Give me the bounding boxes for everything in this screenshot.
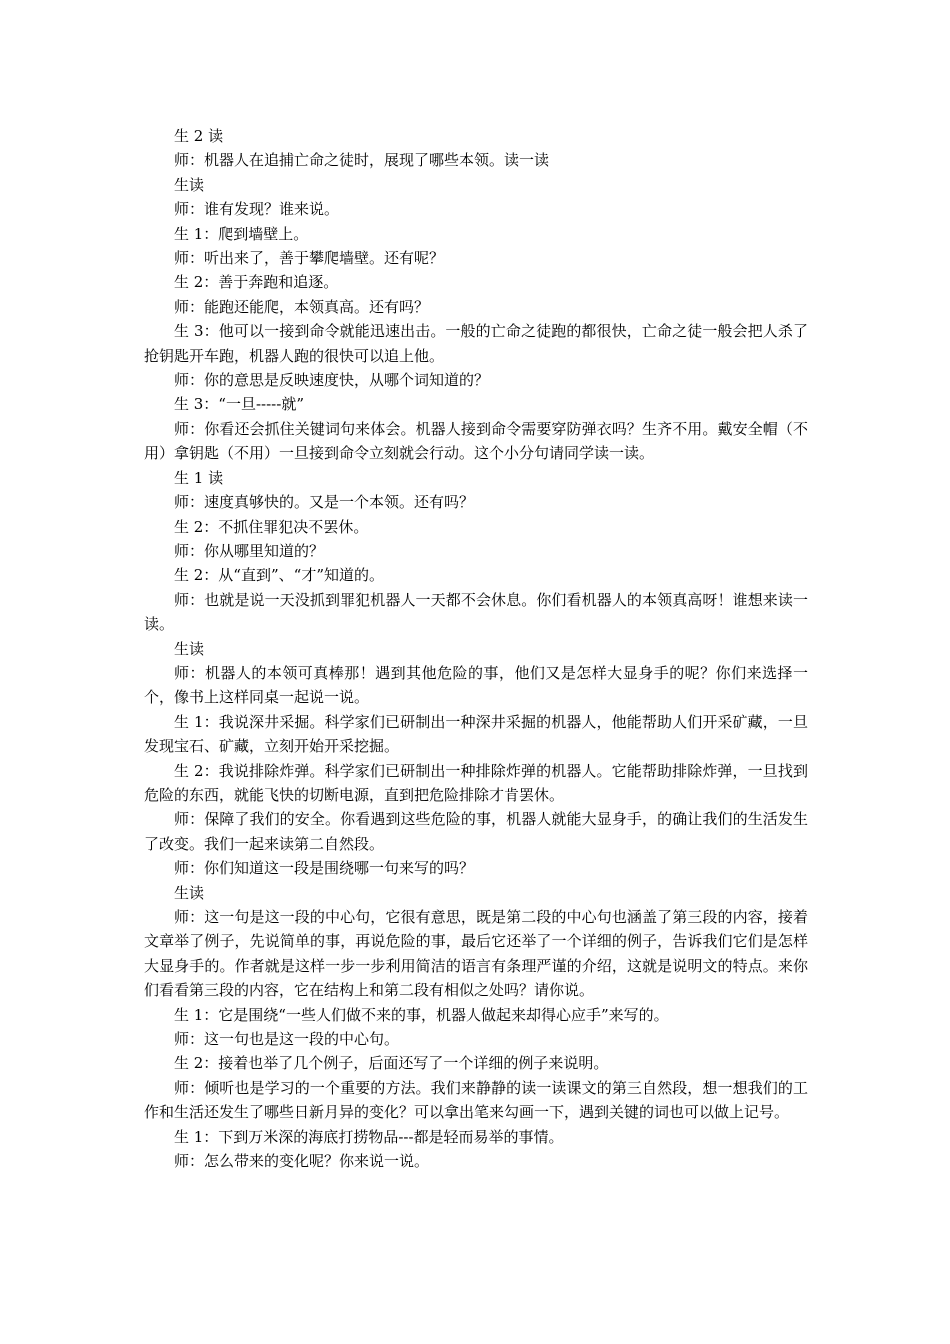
- paragraph: 生读: [174, 175, 205, 194]
- paragraph: 生 1：我说深井采掘。科学家们已研制出一种深井采掘的机器人，他能帮助人们开采矿藏，一旦发现宝石、矿藏，立刻开始开采挖掘。: [144, 712, 808, 756]
- paragraph: 生读: [174, 639, 205, 658]
- paragraph: 生 1：爬到墙壁上。: [174, 224, 309, 243]
- paragraph: 师：你看还会抓住关键词句来体会。机器人接到命令需要穿防弹衣吗？生齐不用。戴安全帽（不用）拿钥匙（不用）一旦接到命令立刻就会行动。这个小分句请同学读一读。: [144, 419, 808, 463]
- paragraph: 师：机器人的本领可真棒那！遇到其他危险的事，他们又是怎样大显身手的呢？你们来选择一个，像书上这样同桌一起说一说。: [144, 663, 808, 707]
- paragraph: 师：这一句是这一段的中心句，它很有意思，既是第二段的中心句也涵盖了第三段的内容，接着文章举了例子，先说简单的事，再说危险的事，最后它还举了一个详细的例子，告诉我们它们是怎样大显身手的。作者就是这样一步一步利用简洁的语言有条理严谨的介绍，这就是说明文的特点。来你们看看第三段的内容，它在结构上和第二段有相似之处吗？请你说。: [144, 908, 808, 1000]
- paragraph: 生读: [174, 883, 205, 902]
- paragraph: 师：速度真够快的。又是一个本领。还有吗？: [174, 493, 475, 512]
- document-page: [144, 124, 808, 1173]
- paragraph: 师：你从哪里知道的？: [174, 541, 325, 560]
- paragraph: 生 2：不抓住罪犯决不罢休。: [174, 517, 369, 536]
- paragraph: 师：也就是说一天没抓到罪犯机器人一天都不会休息。你们看机器人的本领真高呀！谁想来读一读。: [144, 590, 808, 634]
- paragraph: 生 3：他可以一接到命令就能迅速出击。一般的亡命之徒跑的都很快，亡命之徒一般会把人杀了抢钥匙开车跑，机器人跑的很快可以追上他。: [144, 322, 808, 365]
- paragraph: 师：保障了我们的安全。你看遇到这些危险的事，机器人就能大显身手，的确让我们的生活发生了改变。我们一起来读第二自然段。: [144, 810, 808, 853]
- paragraph: 生 1：下到万米深的海底打捞物品---都是轻而易举的事情。: [174, 1127, 564, 1146]
- paragraph: 师：谁有发现？谁来说。: [174, 200, 340, 219]
- paragraph: 生 2：从“直到”、“才”知道的。: [174, 566, 384, 585]
- paragraph: 师：能跑还能爬，本领真高。还有吗？: [174, 297, 430, 316]
- paragraph: 生 2：我说排除炸弹。科学家们已研制出一种排除炸弹的机器人。它能帮助排除炸弹，一旦找到危险的东西，就能飞快的切断电源，直到把危险排除才肯罢休。: [144, 761, 808, 804]
- paragraph: 师：这一句也是这一段的中心句。: [174, 1030, 400, 1049]
- paragraph: 师：你的意思是反映速度快，从哪个词知道的？: [174, 371, 490, 390]
- paragraph: 生 3：“一旦-----就”: [174, 395, 304, 414]
- paragraph: 师：听出来了，善于攀爬墙壁。还有呢？: [174, 249, 445, 268]
- paragraph: 生 2 读: [174, 127, 224, 145]
- paragraph: 师：怎么带来的变化呢？你来说一说。: [174, 1152, 430, 1171]
- paragraph: 生 2：接着也举了几个例子，后面还写了一个详细的例子来说明。: [174, 1054, 609, 1073]
- paragraph: 师：倾听也是学习的一个重要的方法。我们来静静的读一读课文的第三自然段，想一想我们的工作和生活还发生了哪些日新月异的变化？可以拿出笔来勾画一下，遇到关键的词也可以做上记号。: [144, 1078, 808, 1122]
- paragraph: 生 1：它是围绕“一些人们做不来的事，机器人做起来却得心应手”来写的。: [174, 1005, 669, 1024]
- paragraph: 生 2：善于奔跑和追逐。: [174, 273, 339, 292]
- paragraph: 生 1 读: [174, 468, 224, 487]
- paragraph: 师：机器人在追捕亡命之徒时，展现了哪些本领。读一读: [174, 151, 550, 170]
- paragraph: 师：你们知道这一段是围绕哪一句来写的吗？: [174, 859, 475, 878]
